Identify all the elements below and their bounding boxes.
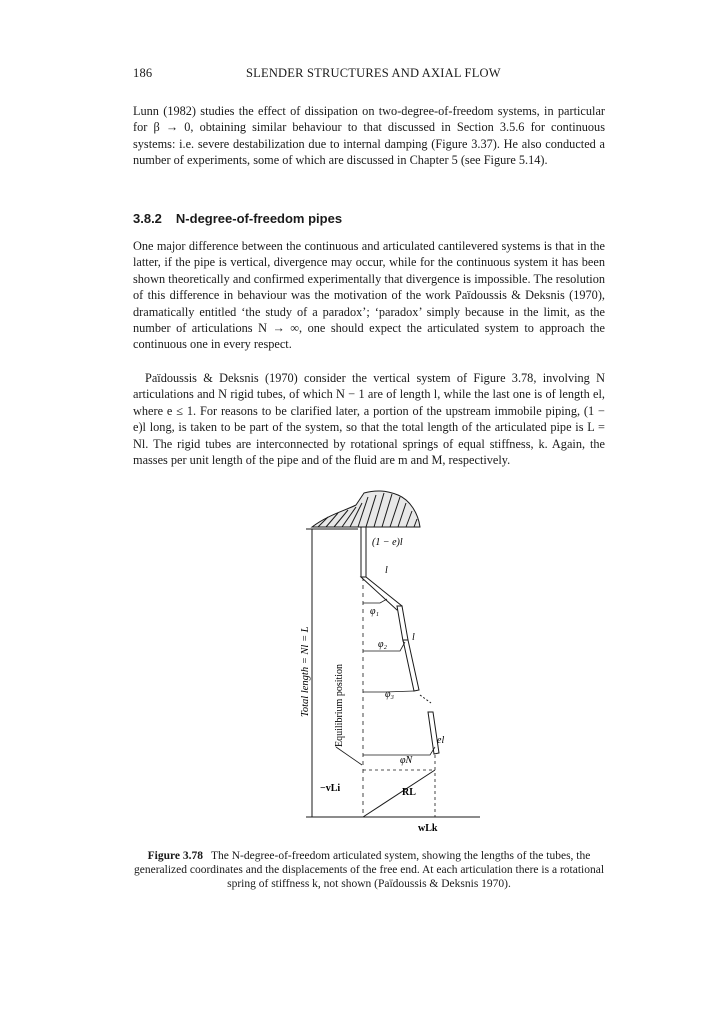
articulated-tubes <box>361 577 439 754</box>
angle-markers <box>363 599 435 755</box>
upstream-pipe <box>361 527 366 577</box>
tube-length-label-1: l <box>385 565 388 576</box>
caption-text: The N-degree-of-freedom articulated system, showing the lengths of the tubes, the generalized coordinates and the displacements of the free end. At each articulation there is a rotational spring of stiffness k, not shown (Païdoussis & Deksnis 1970). <box>133 850 605 891</box>
tube-length-label-2: l <box>412 632 415 643</box>
articulated-pipe-diagram <box>290 485 480 835</box>
paragraph-2: One major difference between the continuous and articulated cantilevered systems is that in the latter, if the pipe is vertical, divergence may occur, while for the continuous system it has been shown theoretically and confirmed experimentally that divergence is impossible. The resolution of this difference in behaviour was the motivation of the work Païdoussis & Deksnis (1970), dramatically entitled ‘the study of a paradox’; ‘paradox’ simply because in the limit, as the number of articulations N → ∞, one should expect the articulated system to approach the continuous one in every respect. <box>133 239 605 352</box>
phi-2-label: φ₂ <box>378 639 388 650</box>
total-length-label: Total length = Nl = L <box>300 626 311 717</box>
caption-label: Figure 3.78 <box>147 850 203 862</box>
equilibrium-label: Equilibrium position <box>334 663 345 747</box>
w-component-label: wLk <box>418 823 438 834</box>
support-clamp <box>312 491 420 527</box>
section-heading <box>133 211 342 226</box>
paragraph-1: Lunn (1982) studies the effect of dissipation on two-degree-of-freedom systems, in particular for β → 0, obtaining similar behaviour to that discussed in Section 3.5.6 for continuous systems: i.e. severe destabilization due to internal damping (Figure 3.37). He also conducted a number of experiments, some of which are discussed in Chapter 5 (see Figure 5.14). <box>133 104 605 168</box>
r-vector-label: RL <box>402 787 416 798</box>
free-end-displacement <box>363 755 435 817</box>
section-title: N-degree-of-freedom pipes <box>175 211 343 226</box>
phi-n-label: φN <box>400 755 413 766</box>
running-title: SLENDER STRUCTURES AND AXIAL FLOW <box>246 66 501 80</box>
last-tube-length-label: el <box>437 735 445 746</box>
paragraph-3: Païdoussis & Deksnis (1970) consider the vertical system of Figure 3.78, involving N articulations and N rigid tubes, of which N − 1 are of length l, while the last one is of length el, where e ≤ 1. For reasons to be clarified later, a portion of the upstream immobile piping, (1 − e)l long, is taken to be part of the system, so that the total length of the articulated pipe is L = Nl. The rigid tubes are interconnected by rotational springs of equal stiffness, k. Again, the masses per unit length of the pipe and of the fluid are m and M, respectively. <box>133 371 605 468</box>
v-component-label: −vLi <box>320 783 341 794</box>
figure-caption <box>133 849 605 892</box>
figure-3-78 <box>290 485 480 835</box>
total-length-dimension <box>306 529 480 817</box>
section-number: 3.8.2 <box>133 211 162 226</box>
phi-1-label: φ₁ <box>370 606 380 617</box>
upstream-length-label: (1 − e)l <box>372 537 403 548</box>
phi-3-label: φ₃ <box>385 689 395 700</box>
equilibrium-leader <box>336 747 362 765</box>
page-number: 186 <box>133 66 153 80</box>
